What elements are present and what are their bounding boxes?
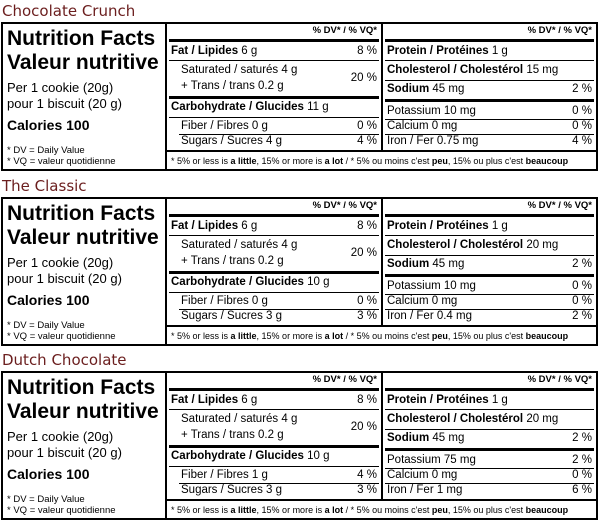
fat-dv: 8 % <box>357 220 377 232</box>
sodium-row <box>387 258 592 270</box>
sat-trans-dv: 20 % <box>350 247 377 259</box>
trans-row <box>181 255 377 267</box>
trans-row <box>181 80 377 92</box>
foot-1: * 5% or less is <box>171 331 231 341</box>
dv-footnote <box>167 150 596 169</box>
sugars-label: Sugars / Sucres 4 g <box>181 135 282 147</box>
cholesterol-amount: 20 mg <box>526 239 559 251</box>
sat-trans-dv: 20 % <box>350 421 377 433</box>
foot-3: , 15% or more is <box>256 156 325 166</box>
row-rule <box>385 99 594 102</box>
protein-row <box>387 45 592 57</box>
potassium-row <box>387 280 592 292</box>
iron-label: Iron / Fer 0.4 mg <box>387 310 473 322</box>
title-fr: Valeur nutritive <box>7 400 159 423</box>
nutrition-summary <box>3 24 167 169</box>
calcium-row <box>387 469 592 481</box>
dv-footnote <box>167 325 596 344</box>
header-rule <box>169 388 379 391</box>
cholesterol-label: Cholesterol / Cholestérol <box>387 413 524 425</box>
vq-note: * VQ = valeur quotidienne <box>7 505 116 516</box>
potassium-dv: 2 % <box>572 454 592 466</box>
foot-6: peu <box>431 331 448 341</box>
iron-row <box>387 310 592 322</box>
nutrition-facts-panel <box>1 22 598 171</box>
macronutrients-column <box>167 199 383 325</box>
cholesterol-row <box>387 413 592 425</box>
sugars-label: Sugars / Sucres 3 g <box>181 484 282 496</box>
potassium-label: Potassium 10 mg <box>387 105 476 117</box>
title-fr: Valeur nutritive <box>7 51 159 74</box>
row-rule <box>169 117 379 118</box>
header-rule <box>385 388 594 391</box>
sodium-dv: 2 % <box>572 432 592 444</box>
row-rule <box>385 255 594 256</box>
protein-amount: 1 g <box>491 45 508 57</box>
fiber-dv: 4 % <box>357 469 377 481</box>
foot-7: , 15% ou plus c'est <box>447 156 526 166</box>
foot-4: a lot <box>324 156 344 166</box>
row-rule <box>169 96 379 99</box>
cholesterol-label: Cholesterol / Cholestérol <box>387 239 524 251</box>
foot-1: * 5% or less is <box>171 505 231 515</box>
sugars-dv: 4 % <box>357 135 377 147</box>
cholesterol-row <box>387 239 592 251</box>
protein-row <box>387 220 592 232</box>
saturated-label: Saturated / saturés 4 g <box>181 239 298 251</box>
carb-row <box>171 276 377 288</box>
vq-note: * VQ = valeur quotidienne <box>7 331 116 342</box>
micronutrients-column <box>383 373 596 499</box>
foot-6: peu <box>431 505 448 515</box>
sodium-dv: 2 % <box>572 83 592 95</box>
dv-header: % DV* / % VQ* <box>312 200 377 211</box>
fat-row <box>171 394 377 406</box>
protein-amount: 1 g <box>491 394 508 406</box>
saturated-row <box>181 64 377 76</box>
serving-size <box>7 429 122 461</box>
calories: Calories 100 <box>7 292 90 308</box>
sugars-row <box>181 135 377 147</box>
row-rule <box>169 409 379 410</box>
carb-row <box>171 101 377 113</box>
sugars-row <box>181 484 377 496</box>
panel-title <box>7 376 159 424</box>
title-fr: Valeur nutritive <box>7 226 159 249</box>
calcium-label: Calcium 0 mg <box>387 469 458 481</box>
row-rule <box>169 445 379 448</box>
dv-header: % DV* / % VQ* <box>312 374 377 385</box>
foot-2: a little <box>230 505 257 515</box>
serving-en: Per 1 cookie (20g) <box>7 429 114 444</box>
potassium-label: Potassium 75 mg <box>387 454 476 466</box>
header-rule <box>385 39 594 42</box>
serving-fr: pour 1 biscuit (20 g) <box>7 271 122 286</box>
dv-note: * DV = Daily Value <box>7 145 85 156</box>
nutrition-facts-panel <box>1 371 598 520</box>
potassium-row <box>387 454 592 466</box>
fat-amount: 6 g <box>241 220 258 232</box>
fiber-dv: 0 % <box>357 295 377 307</box>
row-rule <box>169 466 379 467</box>
foot-3: , 15% or more is <box>256 331 325 341</box>
sat-trans-dv: 20 % <box>350 72 377 84</box>
carb-label: Carbohydrate / Glucides <box>171 276 304 288</box>
potassium-label: Potassium 10 mg <box>387 280 476 292</box>
macronutrients-column <box>167 24 383 150</box>
dv-note: * DV = Daily Value <box>7 494 85 505</box>
serving-en: Per 1 cookie (20g) <box>7 255 114 270</box>
fat-dv: 8 % <box>357 394 377 406</box>
micronutrients-column <box>383 199 596 325</box>
saturated-label: Saturated / saturés 4 g <box>181 64 298 76</box>
carb-amount: 11 g <box>307 101 329 113</box>
row-rule <box>385 80 594 81</box>
header-rule <box>169 214 379 217</box>
flavor-title: The Classic <box>2 177 87 195</box>
flavor-title: Chocolate Crunch <box>2 2 136 20</box>
saturated-label: Saturated / saturés 4 g <box>181 413 298 425</box>
sugars-label: Sugars / Sucres 3 g <box>181 310 282 322</box>
dv-note: * DV = Daily Value <box>7 320 85 331</box>
protein-label: Protein / Protéines <box>387 45 489 57</box>
nutrition-summary <box>3 373 167 518</box>
fiber-label: Fiber / Fibres 1 g <box>181 469 268 481</box>
iron-dv: 2 % <box>572 310 592 322</box>
fiber-label: Fiber / Fibres 0 g <box>181 120 268 132</box>
cholesterol-label: Cholesterol / Cholestérol <box>387 64 524 76</box>
fiber-dv: 0 % <box>357 120 377 132</box>
foot-5: / * 5% ou moins c'est <box>343 505 432 515</box>
trans-label: + Trans / trans 0.2 g <box>181 429 284 441</box>
title-en: Nutrition Facts <box>7 202 156 225</box>
foot-7: , 15% ou plus c'est <box>447 331 526 341</box>
foot-2: a little <box>230 156 257 166</box>
calcium-label: Calcium 0 mg <box>387 295 458 307</box>
panel-title <box>7 27 159 75</box>
iron-dv: 6 % <box>572 484 592 496</box>
fat-row <box>171 220 377 232</box>
sugars-row <box>181 310 377 322</box>
fiber-row <box>181 120 377 132</box>
fat-label: Fat / Lipides <box>171 220 239 232</box>
protein-label: Protein / Protéines <box>387 394 489 406</box>
fat-label: Fat / Lipides <box>171 394 239 406</box>
dv-header: % DV* / % VQ* <box>527 374 592 385</box>
saturated-row <box>181 239 377 251</box>
title-en: Nutrition Facts <box>7 376 156 399</box>
foot-7: , 15% ou plus c'est <box>447 505 526 515</box>
calcium-dv: 0 % <box>572 120 592 132</box>
foot-6: peu <box>431 156 448 166</box>
dv-notes <box>7 320 116 342</box>
sodium-row <box>387 83 592 95</box>
sodium-amount: 45 mg <box>432 258 465 270</box>
calcium-dv: 0 % <box>572 469 592 481</box>
serving-size <box>7 80 122 112</box>
foot-1: * 5% or less is <box>171 156 231 166</box>
fat-label: Fat / Lipides <box>171 45 239 57</box>
calcium-row <box>387 120 592 132</box>
potassium-row <box>387 105 592 117</box>
carb-label: Carbohydrate / Glucides <box>171 101 304 113</box>
fat-amount: 6 g <box>241 394 258 406</box>
header-rule <box>385 214 594 217</box>
nutrition-summary <box>3 199 167 344</box>
carb-amount: 10 g <box>307 276 330 288</box>
cholesterol-amount: 20 mg <box>526 413 559 425</box>
dv-notes <box>7 145 116 167</box>
trans-row <box>181 429 377 441</box>
dv-header: % DV* / % VQ* <box>527 25 592 36</box>
calcium-row <box>387 295 592 307</box>
fiber-row <box>181 469 377 481</box>
header-rule <box>169 39 379 42</box>
row-rule <box>385 409 594 410</box>
sodium-label: Sodium <box>387 83 430 95</box>
iron-label: Iron / Fer 1 mg <box>387 484 463 496</box>
carb-row <box>171 450 377 462</box>
foot-8: beaucoup <box>525 505 569 515</box>
panel-title <box>7 202 159 250</box>
trans-label: + Trans / trans 0.2 g <box>181 80 284 92</box>
row-rule <box>169 235 379 236</box>
dv-header: % DV* / % VQ* <box>527 200 592 211</box>
foot-8: beaucoup <box>525 156 569 166</box>
potassium-dv: 0 % <box>572 280 592 292</box>
row-rule <box>169 271 379 274</box>
sodium-amount: 45 mg <box>432 432 465 444</box>
calories: Calories 100 <box>7 466 90 482</box>
row-rule <box>385 274 594 277</box>
iron-row <box>387 484 592 496</box>
carb-label: Carbohydrate / Glucides <box>171 450 304 462</box>
iron-row <box>387 135 592 147</box>
iron-dv: 4 % <box>572 135 592 147</box>
dv-footnote <box>167 499 596 518</box>
potassium-dv: 0 % <box>572 105 592 117</box>
row-rule <box>385 60 594 61</box>
fat-row <box>171 45 377 57</box>
vq-note: * VQ = valeur quotidienne <box>7 156 116 167</box>
sodium-label: Sodium <box>387 432 430 444</box>
iron-label: Iron / Fer 0.75 mg <box>387 135 479 147</box>
foot-3: , 15% or more is <box>256 505 325 515</box>
foot-2: a little <box>230 331 257 341</box>
dv-header: % DV* / % VQ* <box>312 25 377 36</box>
title-en: Nutrition Facts <box>7 27 156 50</box>
calcium-dv: 0 % <box>572 295 592 307</box>
row-rule <box>385 429 594 430</box>
serving-size <box>7 255 122 287</box>
protein-amount: 1 g <box>491 220 508 232</box>
protein-label: Protein / Protéines <box>387 220 489 232</box>
fiber-label: Fiber / Fibres 0 g <box>181 295 268 307</box>
row-rule <box>169 60 379 61</box>
sodium-label: Sodium <box>387 258 430 270</box>
cholesterol-row <box>387 64 592 76</box>
sugars-dv: 3 % <box>357 310 377 322</box>
calcium-label: Calcium 0 mg <box>387 120 458 132</box>
sodium-row <box>387 432 592 444</box>
row-rule <box>169 292 379 293</box>
sodium-amount: 45 mg <box>432 83 465 95</box>
foot-5: / * 5% ou moins c'est <box>343 331 432 341</box>
serving-fr: pour 1 biscuit (20 g) <box>7 445 122 460</box>
cholesterol-amount: 15 mg <box>526 64 559 76</box>
dv-notes <box>7 494 116 516</box>
nutrition-facts-panel <box>1 197 598 346</box>
fat-amount: 6 g <box>241 45 258 57</box>
sodium-dv: 2 % <box>572 258 592 270</box>
sugars-dv: 3 % <box>357 484 377 496</box>
fiber-row <box>181 295 377 307</box>
serving-fr: pour 1 biscuit (20 g) <box>7 96 122 111</box>
saturated-row <box>181 413 377 425</box>
fat-dv: 8 % <box>357 45 377 57</box>
foot-5: / * 5% ou moins c'est <box>343 156 432 166</box>
flavor-title: Dutch Chocolate <box>2 351 127 369</box>
carb-amount: 10 g <box>307 450 330 462</box>
row-rule <box>385 448 594 451</box>
micronutrients-column <box>383 24 596 150</box>
calories: Calories 100 <box>7 117 90 133</box>
serving-en: Per 1 cookie (20g) <box>7 80 114 95</box>
macronutrients-column <box>167 373 383 499</box>
row-rule <box>385 235 594 236</box>
protein-row <box>387 394 592 406</box>
foot-8: beaucoup <box>525 331 569 341</box>
foot-4: a lot <box>324 331 344 341</box>
trans-label: + Trans / trans 0.2 g <box>181 255 284 267</box>
foot-4: a lot <box>324 505 344 515</box>
